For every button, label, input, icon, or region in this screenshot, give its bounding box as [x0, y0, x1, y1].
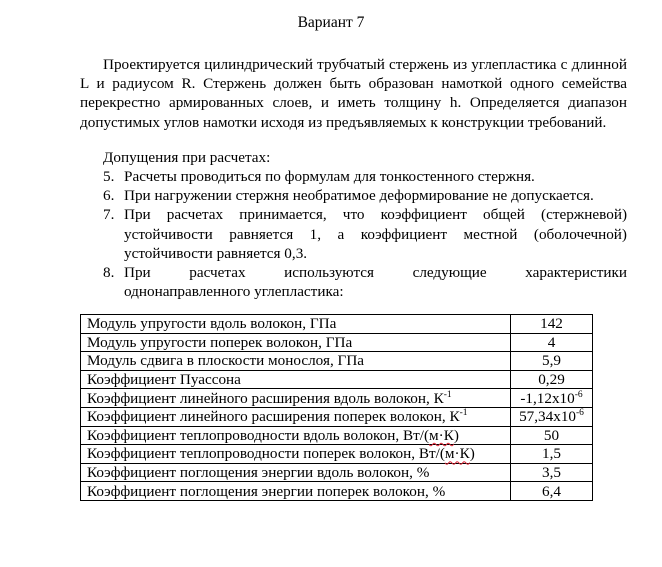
property-value-exponent: -6 [574, 389, 583, 400]
table-row [81, 445, 593, 464]
property-value: 1,5 [511, 445, 593, 464]
list-item-text: При расчетах принимается, что коэффициент общей (стержневой) устойчивости равняется 1, а коэффициент местной (оболочечной) устойчивости равняется 0,3. [124, 206, 627, 262]
table-row [81, 389, 593, 408]
list-item-number: 7. [103, 206, 115, 224]
list-item [103, 263, 627, 301]
property-label: Коэффициент теплопроводности вдоль волокон, Вт/( [87, 426, 430, 444]
list-item [103, 167, 627, 186]
property-value: 57,34x10 [519, 408, 577, 426]
property-value-cell [511, 389, 593, 408]
list-item-number: 8. [103, 264, 115, 282]
table-row [81, 407, 593, 426]
list-item-text: Расчеты проводиться по формулам для тонкостенного стержня. [124, 168, 535, 185]
property-label-exponent: -1 [459, 408, 468, 419]
property-label: Модуль сдвига в плоскости монослоя, ГПа [81, 352, 511, 371]
property-value: 142 [511, 315, 593, 334]
property-value: 6,4 [511, 482, 593, 501]
property-value: 4 [511, 333, 593, 352]
list-item [103, 205, 627, 263]
table-row [81, 315, 593, 334]
property-value: 3,5 [511, 463, 593, 482]
assumptions-heading: Допущения при расчетах: [103, 149, 271, 166]
table-row [81, 352, 593, 371]
table-row [81, 426, 593, 445]
table-row [81, 370, 593, 389]
list-item-text-continuation: однонаправленного углепластика: [124, 283, 344, 301]
property-label: Модуль упругости вдоль волокон, ГПа [81, 315, 511, 334]
property-label: Коэффициент поглощения энергии вдоль волокон, % [81, 463, 511, 482]
table-row [81, 482, 593, 501]
property-label-cell [81, 445, 511, 464]
property-label: Модуль упругости поперек волокон, ГПа [81, 333, 511, 352]
list-item-number: 6. [103, 187, 115, 205]
property-value-exponent: -6 [576, 408, 584, 419]
document-title: Вариант 7 [297, 14, 365, 31]
assumptions-list [103, 167, 627, 301]
list-item-text: При нагружении стержня необратимое деформирование не допускается. [124, 187, 594, 205]
properties-table [80, 314, 593, 501]
table-row [81, 463, 593, 482]
property-label-cell [81, 389, 511, 408]
intro-paragraph: Проектируется цилиндрический трубчатый стержень из углепластика с длинной L и радиусом R. Стержень должен быть образован намоткой одного семейства перекрестно армированных слоев, и иметь толщину h. Определяется диапазон допустимых углов намотки исходя из предъявляемых к конструкции требований. [80, 56, 627, 131]
property-label-cell [81, 407, 511, 426]
list-item-text: При расчетах используются следующие характеристики [124, 264, 627, 282]
property-label-unit: м·К [429, 426, 454, 444]
property-value: -1,12x10 [520, 389, 575, 407]
property-label: Коэффициент линейного расширения поперек волокон, К [87, 408, 460, 426]
property-label-suffix: ) [453, 426, 459, 444]
property-value: 5,9 [511, 352, 593, 371]
property-label: Коэффициент Пуассона [81, 370, 511, 389]
list-item-number: 5. [103, 168, 115, 185]
property-label-suffix: ) [469, 445, 475, 463]
property-label-unit: м·К [444, 445, 470, 463]
property-label: Коэффициент теплопроводности поперек волокон, Вт/( [87, 445, 445, 463]
property-label: Коэффициент поглощения энергии поперек волокон, % [81, 482, 511, 501]
list-item [103, 186, 627, 205]
property-label-exponent: -1 [443, 389, 452, 400]
property-value: 0,29 [511, 370, 593, 389]
property-label: Коэффициент линейного расширения вдоль волокон, К [87, 389, 444, 407]
property-label-cell [81, 426, 511, 445]
property-value-cell [511, 407, 593, 426]
table-row [81, 333, 593, 352]
property-value: 50 [511, 426, 593, 445]
